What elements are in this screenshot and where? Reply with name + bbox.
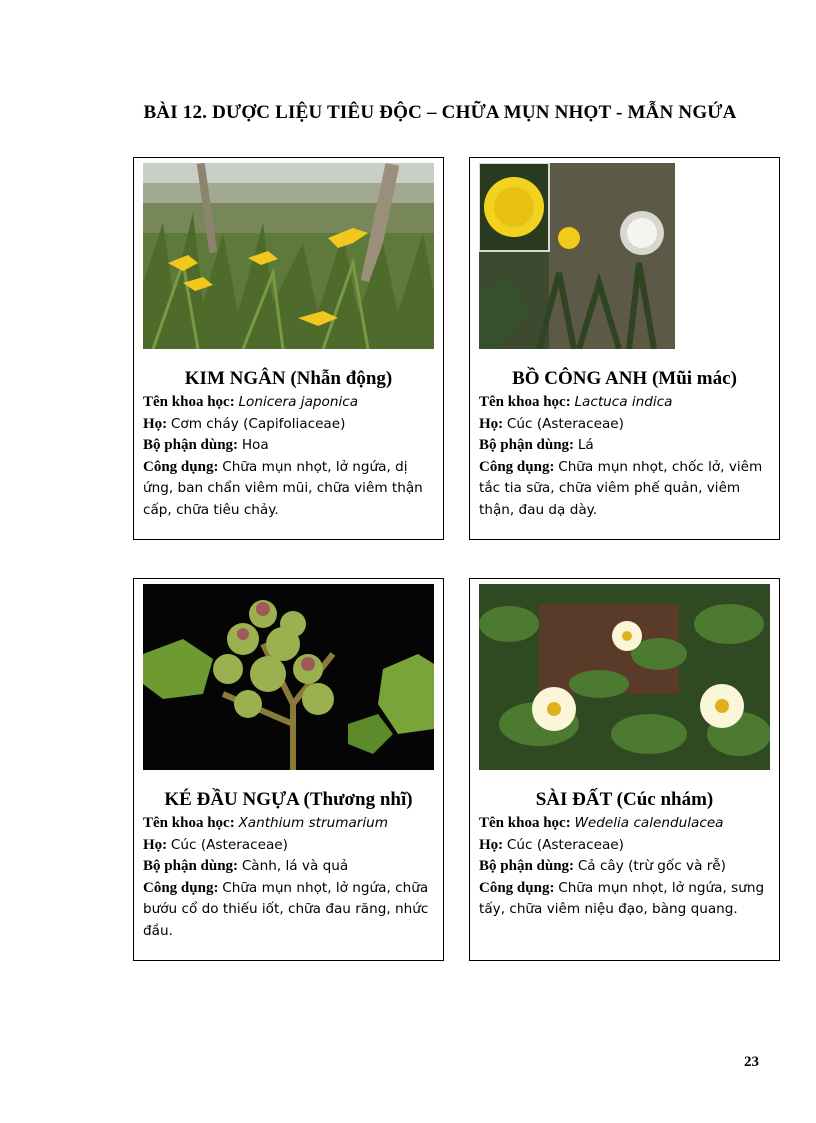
part-used: Cả cây (trừ gốc và rễ) <box>577 858 726 874</box>
label-scientific-name: Tên khoa học: <box>143 394 235 410</box>
label-family: Họ: <box>479 836 504 853</box>
scientific-name: Wedelia calendulacea <box>574 815 724 831</box>
plant-card-kim-ngan <box>133 157 444 540</box>
label-family: Họ: <box>143 836 168 853</box>
plant-name: SÀI ĐẤT (Cúc nhám) <box>535 789 714 810</box>
page-number: 23 <box>744 1054 759 1070</box>
scientific-name: Lonicera japonica <box>238 394 359 410</box>
plant-name: KIM NGÂN (Nhẫn động) <box>184 368 393 389</box>
uses: Chữa mụn nhọt, lở ngứa, sưng tấy, chữa viêm niệu đạo, bàng quang. <box>479 879 765 917</box>
label-part-used: Bộ phận dùng: <box>479 858 575 874</box>
label-scientific-name: Tên khoa học: <box>479 394 571 410</box>
plant-name: KÉ ĐẦU NGỰA (Thương nhĩ) <box>164 789 413 810</box>
uses: Chữa mụn nhọt, lở ngứa, chữa bướu cổ do thiếu iốt, chữa đau răng, nhức đầu. <box>143 879 429 939</box>
photo-kim-ngan <box>143 163 434 349</box>
label-family: Họ: <box>143 415 168 432</box>
plant-card-bo-cong-anh <box>469 157 780 540</box>
photo-bo-cong-anh <box>479 163 675 349</box>
plant-info <box>143 392 435 521</box>
family: Cúc (Asteraceae) <box>506 836 624 853</box>
photo-ke-dau-ngua <box>143 584 434 770</box>
label-family: Họ: <box>479 415 504 432</box>
part-used: Lá <box>577 437 594 453</box>
part-used: Cành, lá và quả <box>241 858 349 874</box>
scientific-name: Xanthium strumarium <box>238 815 389 831</box>
label-uses: Công dụng: <box>479 879 555 896</box>
plant-card-ke-dau-ngua <box>133 578 444 961</box>
label-part-used: Bộ phận dùng: <box>143 858 239 874</box>
label-part-used: Bộ phận dùng: <box>143 437 239 453</box>
photo-sai-dat <box>479 584 770 770</box>
plant-card-sai-dat <box>469 578 780 961</box>
page-title: BÀI 12. DƯỢC LIỆU TIÊU ĐỘC – CHỮA MỤN NHỌT - MẪN NGỨA <box>143 102 737 123</box>
uses: Chữa mụn nhọt, chốc lở, viêm tắc tia sữa, chữa viêm phế quản, viêm thận, đau dạ dày. <box>479 458 763 518</box>
label-part-used: Bộ phận dùng: <box>479 437 575 453</box>
uses: Chữa mụn nhọt, lở ngứa, dị ứng, ban chẩn viêm mũi, chữa viêm thận cấp, chữa tiêu chảy. <box>143 458 423 518</box>
part-used: Hoa <box>241 437 269 453</box>
label-uses: Công dụng: <box>143 458 219 475</box>
family: Cơm cháy (Capifoliaceae) <box>170 415 346 432</box>
plant-info <box>479 813 771 921</box>
label-uses: Công dụng: <box>479 458 555 475</box>
label-scientific-name: Tên khoa học: <box>479 815 571 831</box>
family: Cúc (Asteraceae) <box>506 415 624 432</box>
plant-info <box>143 813 435 942</box>
plant-info <box>479 392 771 521</box>
label-scientific-name: Tên khoa học: <box>143 815 235 831</box>
label-uses: Công dụng: <box>143 879 219 896</box>
plant-name: BỒ CÔNG ANH (Mũi mác) <box>512 368 737 389</box>
scientific-name: Lactuca indica <box>574 394 673 410</box>
family: Cúc (Asteraceae) <box>170 836 288 853</box>
